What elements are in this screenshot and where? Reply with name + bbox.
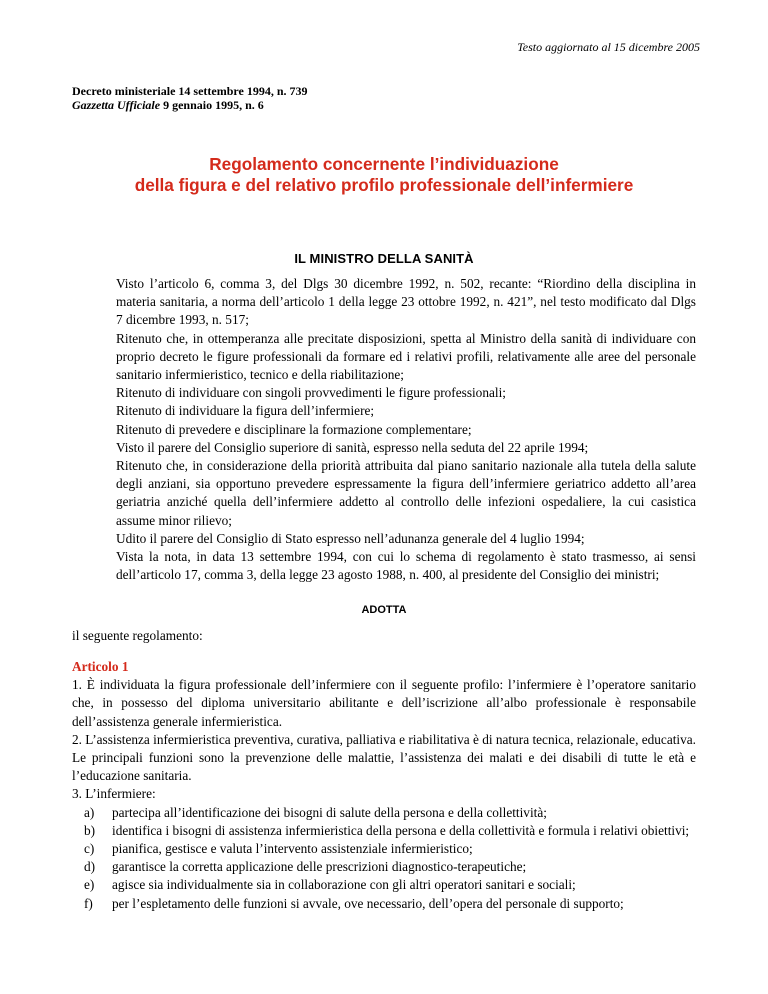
- gazette-line: [72, 98, 308, 112]
- item-text: per l’espletamento delle funzioni si avvale, ove necessario, dell’opera del personale di supporto;: [112, 895, 624, 911]
- item-label: d): [84, 859, 96, 875]
- item-label: a): [84, 804, 95, 820]
- item-label: e): [84, 877, 95, 893]
- article-title: Articolo 1: [72, 659, 129, 674]
- item-text: agisce sia individualmente sia in collaborazione con gli altri operatori sanitari e sociali;: [112, 877, 576, 893]
- decree-line: Decreto ministeriale 14 settembre 1994, n. 739: [72, 84, 308, 98]
- article-paragraph-1: 1. È individuata la figura professionale dell’infermiere con il seguente profilo: l’infermiere è l’operatore sanitario che, in possesso del diploma universitario abilitante e dell’iscrizione all’albo professionale è responsabile dell’assistenza generale infermieristica.: [72, 677, 696, 729]
- preamble: [116, 275, 696, 584]
- preamble-paragraph: Ritenuto di individuare la figura dell’infermiere;: [116, 403, 375, 419]
- preamble-paragraph: Ritenuto che, in ottemperanza alle precitate disposizioni, spetta al Ministro della sanità di individuare con proprio decreto le figure professionali da formare ed i relativi profili, relativamente alle aree del personale sanitario infermieristico, tecnico e della riabilitazione;: [116, 330, 696, 383]
- preamble-paragraph: Ritenuto che, in considerazione della priorità attribuita dal piano sanitario nazionale alla tutela della salute degli anziani, sia opportuno prevedere espressamente la figura dell’infermiere geriatrico addetto all’area geriatria anziché quella dell’infermiere addetto al controllo delle infezioni ospedaliere, la cui casistica assume minor rilievo;: [116, 458, 696, 528]
- item-label: b): [84, 822, 96, 838]
- item-text: partecipa all’identificazione dei bisogni di salute della persona e della collettività;: [112, 804, 547, 820]
- preamble-paragraph: Visto l’articolo 6, comma 3, del Dlgs 30 dicembre 1992, n. 502, recante: “Riordino della disciplina in materia sanitaria, a norma dell’articolo 1 della legge 23 ottobre 1992, n. 421”, nel testo modificato dal Dlgs 7 dicembre 1993, n. 517;: [116, 276, 696, 328]
- item-text: identifica i bisogni di assistenza infermieristica della persona e della collettività e formula i relativi obiettivi;: [112, 822, 690, 838]
- gazette-date: 9 gennaio 1995, n. 6: [160, 98, 264, 112]
- preamble-paragraph: Udito il parere del Consiglio di Stato espresso nell’adunanza generale del 4 luglio 1994;: [116, 530, 585, 546]
- regulation-intro: il seguente regolamento:: [72, 628, 203, 643]
- item-text: pianifica, gestisce e valuta l’intervento assistenziale infermieristico;: [112, 841, 473, 857]
- update-note: Testo aggiornato al 15 dicembre 2005: [517, 40, 700, 54]
- preamble-paragraph: Ritenuto di prevedere e disciplinare la formazione complementare;: [116, 421, 472, 437]
- list-item: [72, 858, 696, 876]
- title-line-1: Regolamento concernente l’individuazione: [209, 154, 559, 174]
- gazette-name: Gazzetta Ufficiale: [72, 98, 161, 112]
- preamble-paragraph: Vista la nota, in data 13 settembre 1994, con cui lo schema di regolamento è stato trasmesso, ai sensi dell’articolo 17, comma 3, della legge 23 agosto 1988, n. 400, al presidente del Consiglio dei ministri;: [116, 549, 696, 583]
- list-item: [72, 876, 696, 894]
- article-paragraph-2: 2. L’assistenza infermieristica preventiva, curativa, palliativa e riabilitativa è di natura tecnica, relazionale, educativa. Le principali funzioni sono la prevenzione delle malattie, l’assistenza dei malati e dei disabili di tutte le età e l’educazione sanitaria.: [72, 731, 696, 784]
- decree-reference: [72, 84, 308, 112]
- duties-list: [72, 804, 696, 913]
- preamble-paragraph: Ritenuto di individuare con singoli provvedimenti le figure professionali;: [116, 385, 506, 401]
- list-item: [72, 895, 696, 913]
- document-title: [0, 154, 768, 196]
- item-text: garantisce la corretta applicazione delle prescrizioni diagnostico-terapeutiche;: [112, 859, 527, 875]
- minister-heading: IL MINISTRO DELLA SANITÀ: [294, 251, 474, 266]
- article-1: [72, 658, 696, 913]
- list-item: [72, 804, 696, 822]
- article-paragraph-3: 3. L’infermiere:: [72, 786, 156, 802]
- adotta-heading: ADOTTA: [361, 604, 407, 616]
- list-item: [72, 840, 696, 858]
- preamble-paragraph: Visto il parere del Consiglio superiore di sanità, espresso nella seduta del 22 aprile 1994;: [116, 439, 589, 455]
- item-label: f): [84, 895, 93, 911]
- item-label: c): [84, 841, 95, 857]
- list-item: [72, 822, 696, 840]
- title-line-2: della figura e del relativo profilo professionale dell’infermiere: [134, 175, 634, 195]
